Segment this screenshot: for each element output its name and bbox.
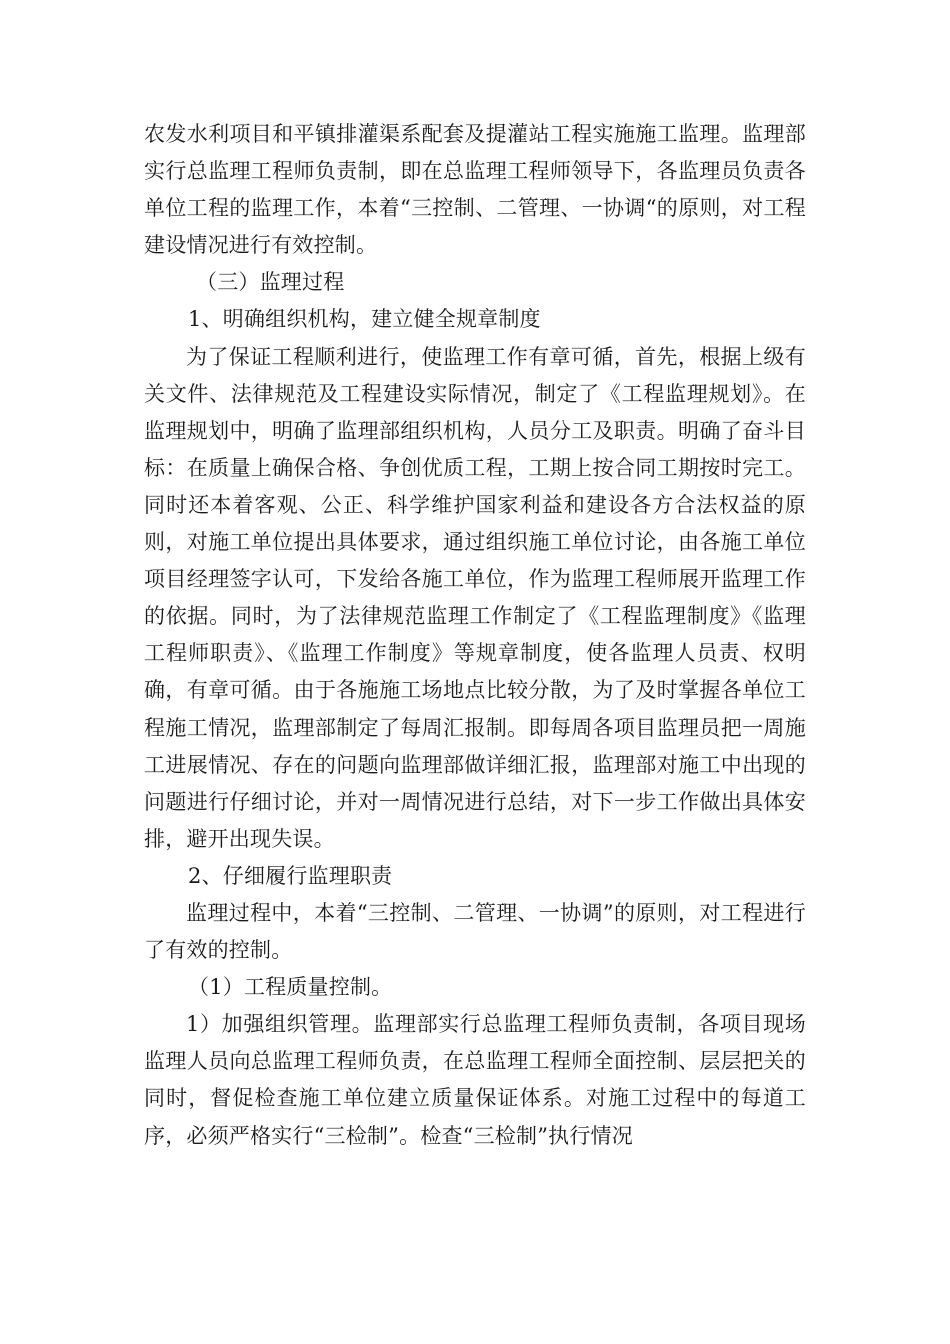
paragraph-organization: 为了保证工程顺利进行，使监理工作有章可循，首先，根据上级有关文件、法律规范及工程建设实际情况，制定了《工程监理规划》。在监理规划中，明确了监理部组织机构，人员分工及职责。明确了奋斗目标：在质量上确保合格、争创优质工程，工期上按合同工期按时完工。同时还本着客观、公正、科学维护国家利益和建设各方合法权益的原则，对施工单位提出具体要求，通过组织施工单位讨论，由各施工单位项目经理签字认可，下发给各施工单位，作为监理工程师展开监理工作的依据。同时，为了法律规范监理工作制定了《工程监理制度》《监理工程师职责》、《监理工作制度》等规章制度，使各监理人员责、权明确，有章可循。由于各施施工场地点比较分散，为了及时掌握各单位工程施工情况，监理部制定了每周汇报制。即每周各项目监理员把一周施工进展情况、存在的问题向监理部做详细汇报，监理部对施工中出现的问题进行仔细讨论，并对一周情况进行总结，对下一步工作做出具体安排，避开出现失误。 bbox=[144, 344, 806, 851]
paragraph-quality-control: 1）加强组织管理。监理部实行总监理工程师负责制，各项目现场监理人员向总监理工程师负责，在总监理工程师全面控制、层层把关的同时，督促检查施工单位建立质量保证体系。对施工过程中的每道工序，必须严格实行“三检制”。检查“三检制”执行情况 bbox=[144, 1012, 806, 1148]
subheading-duties: 2、仔细履行监理职责 bbox=[188, 863, 393, 888]
paragraph-duties: 监理过程中，本着“三控制、二管理、一协调”的原则，对工程进行了有效的控制。 bbox=[144, 900, 806, 963]
document-body bbox=[144, 116, 806, 1155]
paragraph-intro: 农发水利项目和平镇排灌渠系配套及提灌站工程实施施工监理。监理部实行总监理工程师负责制，即在总监理工程师领导下，各监理员负责各单位工程的监理工作，本着“三控制、二管理、一协调“的原则，对工程建设情况进行有效控制。 bbox=[144, 122, 806, 258]
subheading-quality-control: （1）工程质量控制。 bbox=[188, 975, 393, 1000]
section-heading-supervision-process: （三）监理过程 bbox=[196, 270, 345, 295]
subheading-organization: 1、明确组织机构，建立健全规章制度 bbox=[188, 307, 541, 332]
